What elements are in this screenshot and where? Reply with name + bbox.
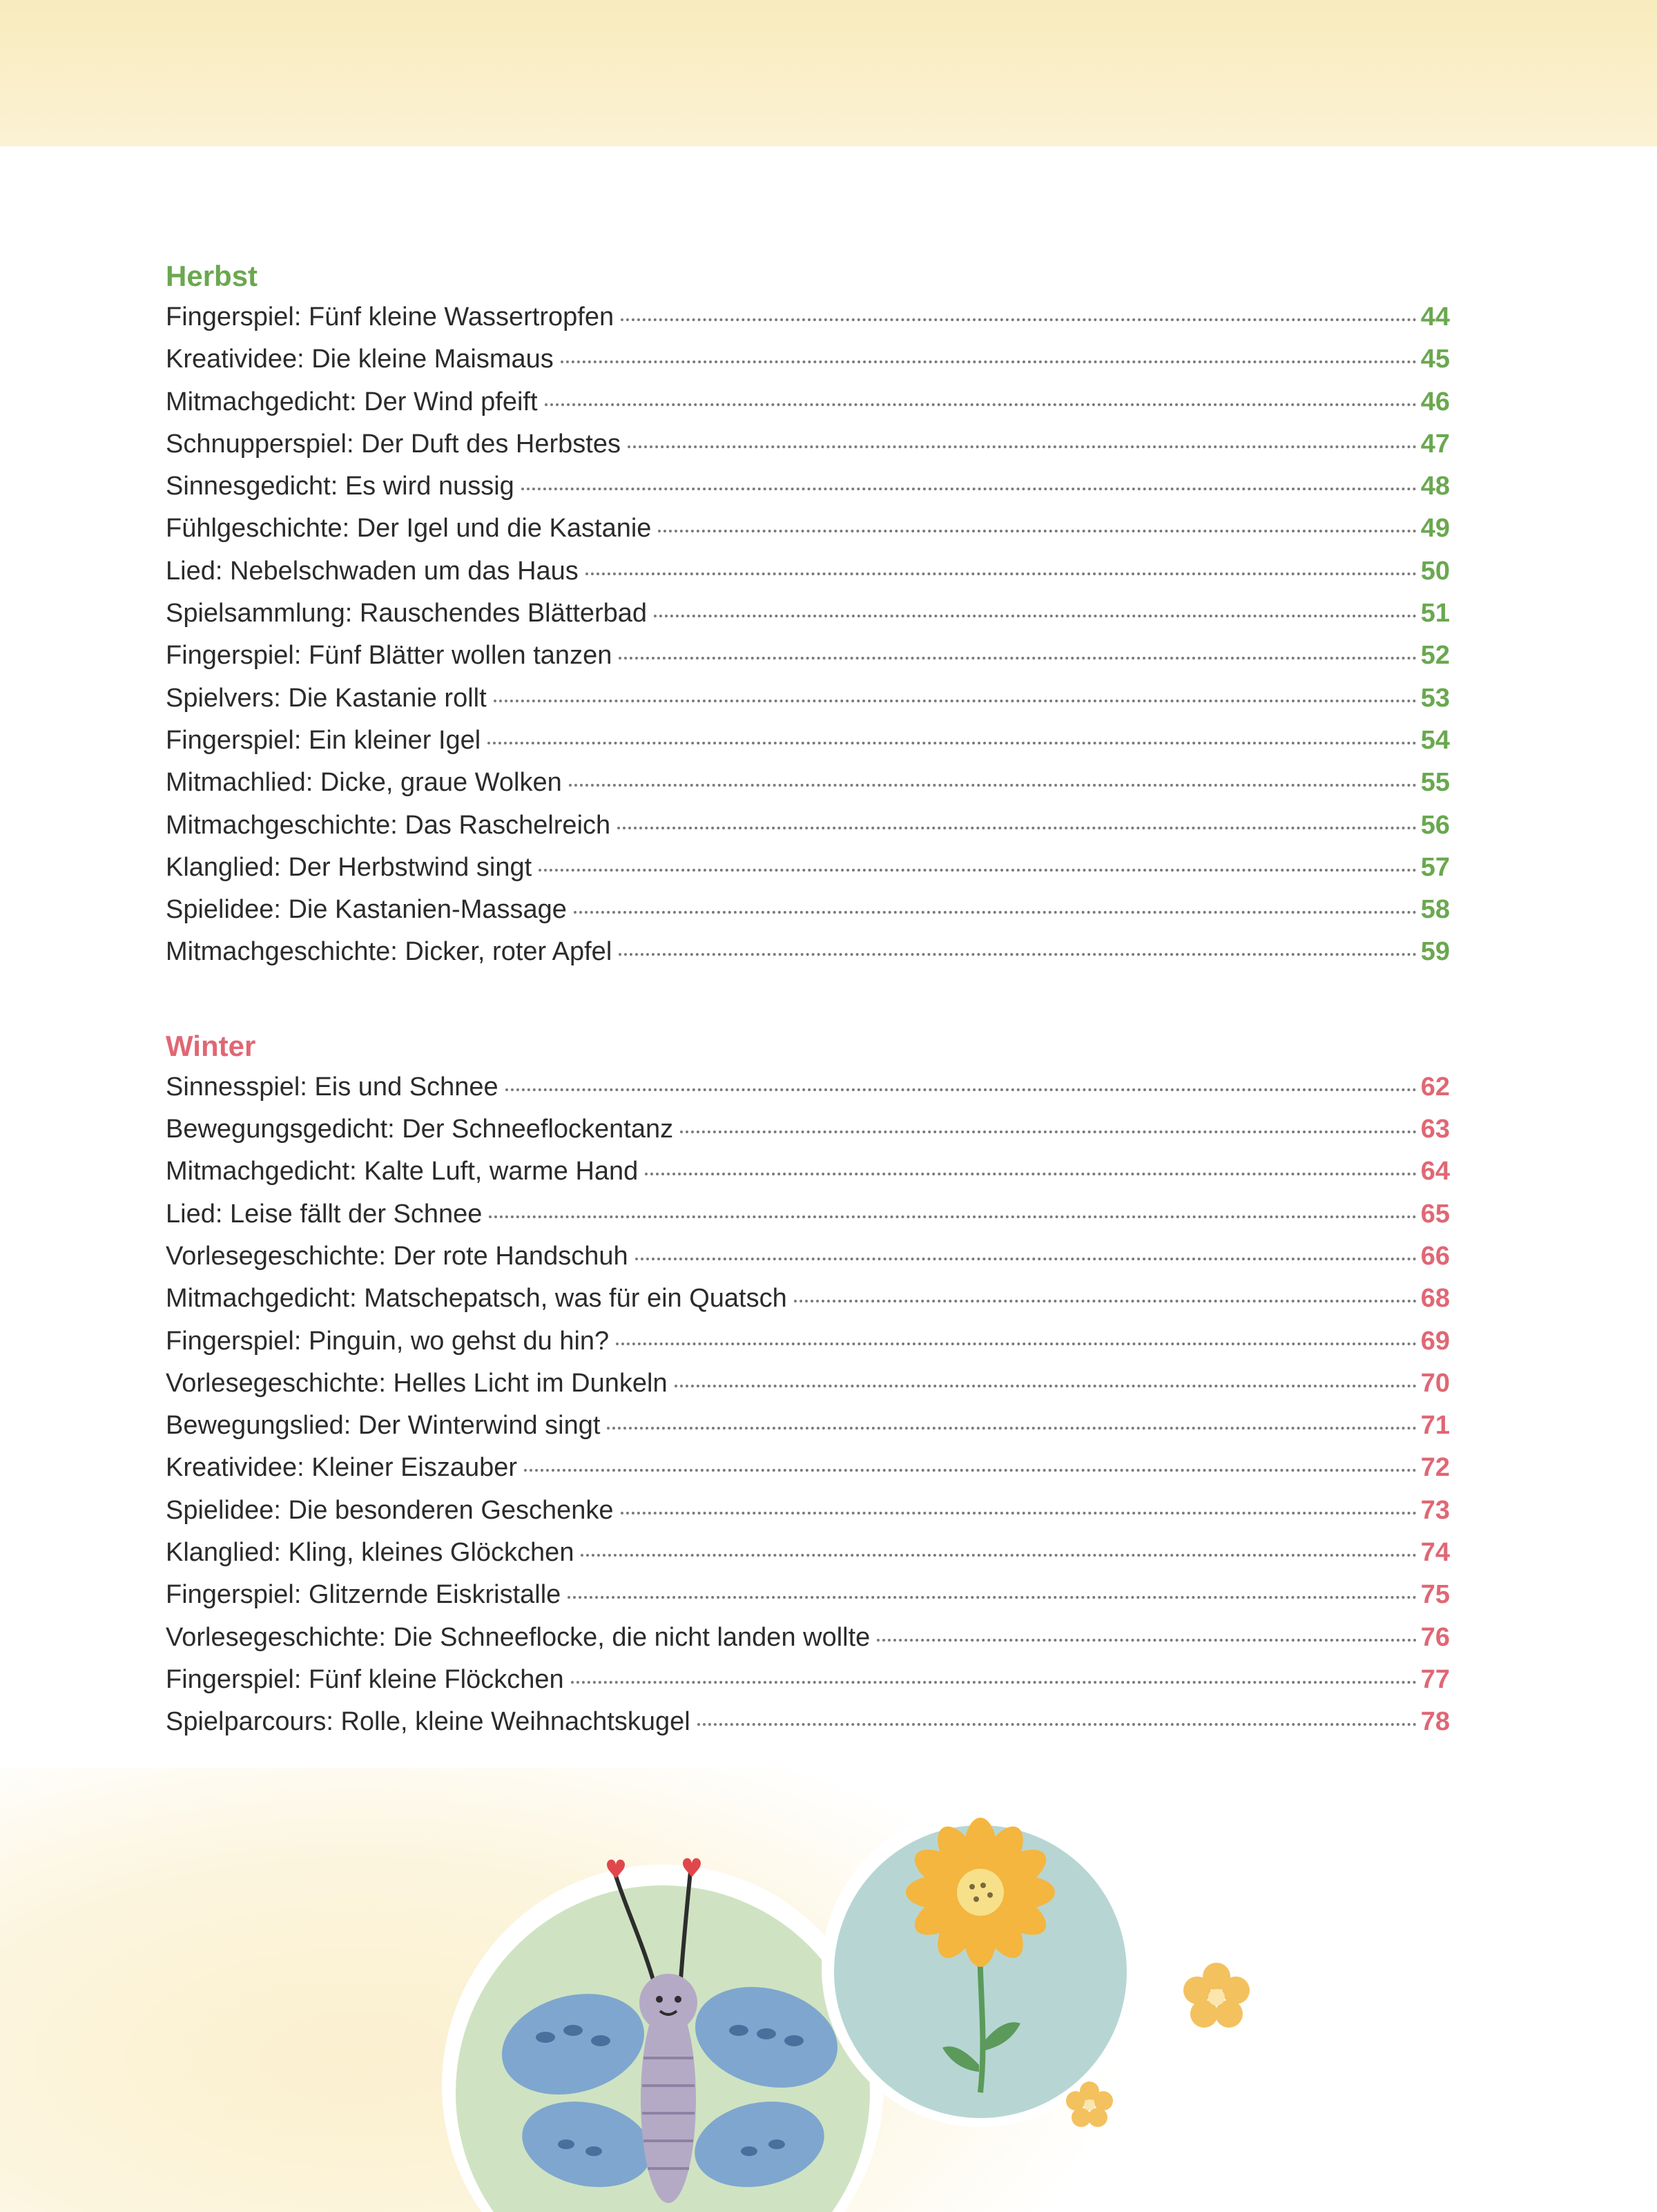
toc-page-number: 77 <box>1420 1664 1450 1694</box>
toc-entry[interactable] <box>166 1073 1450 1115</box>
toc-entry-title: Vorlesegeschichte: Der rote Handschuh <box>166 1241 628 1271</box>
toc-entry-title: Kreatividee: Kleiner Eiszauber <box>166 1453 518 1483</box>
section-title-herbst: Herbst <box>166 260 258 292</box>
toc-dot-leader <box>697 1723 1417 1726</box>
toc-entry-title: Sinnesgedicht: Es wird nussig <box>166 472 514 501</box>
toc-page-number: 55 <box>1420 768 1450 798</box>
toc-entry-title: Spielidee: Die besonderen Geschenke <box>166 1495 614 1525</box>
toc-dot-leader <box>561 360 1417 363</box>
toc-page-number: 59 <box>1420 937 1450 967</box>
toc-entry[interactable] <box>166 599 1450 641</box>
toc-entry[interactable] <box>166 1242 1450 1284</box>
toc-entry[interactable] <box>166 302 1450 345</box>
toc-entry-title: Vorlesegeschichte: Die Schneeflocke, die nicht landen wollte <box>166 1622 871 1652</box>
toc-dot-leader <box>569 784 1417 787</box>
toc-entry-title: Fingerspiel: Fünf kleine Flöckchen <box>166 1664 564 1694</box>
toc-page-number: 57 <box>1420 852 1450 882</box>
toc-entry-title: Spielparcours: Rolle, kleine Weihnachtskugel <box>166 1707 690 1737</box>
toc-entry[interactable] <box>166 1623 1450 1665</box>
toc-page-number: 58 <box>1420 895 1450 925</box>
toc-page-number: 74 <box>1420 1538 1450 1568</box>
toc-page-number: 51 <box>1420 599 1450 628</box>
toc-entry[interactable] <box>166 1665 1450 1707</box>
toc-entry-title: Spielsammlung: Rauschendes Blätterbad <box>166 599 648 628</box>
toc-dot-leader <box>628 445 1417 448</box>
toc-page-number: 78 <box>1420 1707 1450 1737</box>
toc-entry-title: Bewegungslied: Der Winterwind singt <box>166 1411 601 1441</box>
toc-entry-title: Mitmachgedicht: Kalte Luft, warme Hand <box>166 1157 639 1186</box>
toc-entry-title: Mitmachgeschichte: Dicker, roter Apfel <box>166 937 612 967</box>
toc-page-number: 70 <box>1420 1368 1450 1398</box>
toc-entry[interactable] <box>166 1115 1450 1157</box>
toc-page-number: 68 <box>1420 1284 1450 1314</box>
top-decorative-band <box>0 0 1657 146</box>
toc-entry-title: Mitmachlied: Dicke, graue Wolken <box>166 768 562 798</box>
toc-page-number: 48 <box>1420 472 1450 501</box>
toc-page-number: 76 <box>1420 1622 1450 1652</box>
section-winter <box>166 1026 1450 1750</box>
toc-entry-title: Mitmachgedicht: Der Wind pfeift <box>166 387 538 416</box>
toc-entry[interactable] <box>166 1327 1450 1369</box>
toc-entry-title: Fühlgeschichte: Der Igel und die Kastanie <box>166 514 652 544</box>
toc-dot-leader <box>635 1258 1417 1260</box>
toc-dot-leader <box>545 403 1417 406</box>
toc-entry[interactable] <box>166 726 1450 768</box>
toc-entry[interactable] <box>166 1538 1450 1580</box>
toc-dot-leader <box>621 1512 1417 1514</box>
toc-dot-leader <box>621 318 1417 321</box>
toc-page-number: 53 <box>1420 683 1450 713</box>
toc-page-number: 46 <box>1420 387 1450 416</box>
toc-dot-leader <box>581 1554 1416 1557</box>
toc-page-number: 49 <box>1420 514 1450 544</box>
entries-herbst <box>166 302 1450 980</box>
toc-entry[interactable] <box>166 557 1450 599</box>
toc-page-number: 72 <box>1420 1453 1450 1483</box>
toc-page-number: 64 <box>1420 1157 1450 1186</box>
toc-dot-leader <box>489 1215 1416 1218</box>
toc-dot-leader <box>524 1469 1417 1472</box>
toc-page-number: 62 <box>1420 1072 1450 1102</box>
toc-entry-title: Spielvers: Die Kastanie rollt <box>166 683 487 713</box>
toc-entry[interactable] <box>166 1369 1450 1411</box>
toc-entry[interactable] <box>166 1496 1450 1538</box>
toc-dot-leader <box>619 657 1416 660</box>
toc-dot-leader <box>616 1343 1417 1345</box>
toc-dot-leader <box>505 1088 1417 1091</box>
toc-dot-leader <box>680 1131 1417 1133</box>
toc-dot-leader <box>654 615 1417 617</box>
top-band-edge <box>0 138 1657 153</box>
table-of-contents <box>166 256 1450 1750</box>
toc-entry-title: Fingerspiel: Glitzernde Eiskristalle <box>166 1580 561 1610</box>
toc-dot-leader <box>675 1385 1417 1387</box>
section-title-winter: Winter <box>166 1029 256 1062</box>
toc-entry[interactable] <box>166 1284 1450 1326</box>
toc-page-number: 73 <box>1420 1495 1450 1525</box>
toc-dot-leader <box>877 1639 1416 1642</box>
toc-dot-leader <box>645 1173 1416 1175</box>
toc-dot-leader <box>607 1427 1416 1430</box>
toc-dot-leader <box>585 573 1417 575</box>
toc-dot-leader <box>568 1596 1416 1599</box>
toc-entry[interactable] <box>166 1200 1450 1242</box>
toc-entry[interactable] <box>166 387 1450 430</box>
toc-entry-title: Sinnesspiel: Eis und Schnee <box>166 1072 498 1102</box>
toc-entry[interactable] <box>166 472 1450 514</box>
toc-entry[interactable] <box>166 853 1450 895</box>
toc-dot-leader <box>571 1681 1417 1684</box>
toc-entry[interactable] <box>166 641 1450 683</box>
toc-entry[interactable] <box>166 1453 1450 1495</box>
section-herbst <box>166 256 1450 980</box>
toc-entry[interactable] <box>166 768 1450 810</box>
toc-page-number: 44 <box>1420 302 1450 331</box>
toc-dot-leader <box>617 827 1417 829</box>
small-blossom-icon <box>1183 1963 1250 2028</box>
entries-winter <box>166 1073 1450 1750</box>
toc-page-number: 65 <box>1420 1199 1450 1229</box>
toc-entry-title: Bewegungsgedicht: Der Schneeflockentanz <box>166 1115 674 1144</box>
toc-entry-title: Fingerspiel: Fünf kleine Wassertropfen <box>166 302 614 331</box>
toc-page-number: 71 <box>1420 1411 1450 1441</box>
toc-dot-leader <box>487 742 1416 744</box>
toc-dot-leader <box>794 1300 1417 1302</box>
toc-entry[interactable] <box>166 895 1450 937</box>
toc-entry[interactable] <box>166 1707 1450 1749</box>
toc-page-number: 66 <box>1420 1241 1450 1271</box>
toc-entry[interactable] <box>166 1157 1450 1199</box>
toc-dot-leader <box>574 911 1417 914</box>
toc-entry-title: Fingerspiel: Ein kleiner Igel <box>166 725 481 755</box>
toc-entry-title: Fingerspiel: Fünf Blätter wollen tanzen <box>166 641 612 671</box>
toc-page-number: 47 <box>1420 429 1450 459</box>
toc-entry-title: Lied: Nebelschwaden um das Haus <box>166 556 579 586</box>
toc-entry-title: Vorlesegeschichte: Helles Licht im Dunkeln <box>166 1368 668 1398</box>
toc-entry-title: Fingerspiel: Pinguin, wo gehst du hin? <box>166 1326 610 1356</box>
toc-entry[interactable] <box>166 937 1450 979</box>
toc-dot-leader <box>619 953 1416 956</box>
toc-entry[interactable] <box>166 514 1450 556</box>
toc-entry[interactable] <box>166 684 1450 726</box>
toc-entry[interactable] <box>166 1411 1450 1453</box>
toc-entry-title: Lied: Leise fällt der Schnee <box>166 1199 483 1229</box>
toc-entry-title: Spielidee: Die Kastanien-Massage <box>166 895 567 925</box>
toc-entry-title: Mitmachgeschichte: Das Raschelreich <box>166 810 611 840</box>
toc-entry[interactable] <box>166 1580 1450 1622</box>
toc-entry-title: Klanglied: Kling, kleines Glöckchen <box>166 1538 574 1568</box>
toc-entry-title: Klanglied: Der Herbstwind singt <box>166 852 532 882</box>
toc-dot-leader <box>539 869 1417 872</box>
toc-entry-title: Mitmachgedicht: Matschepatsch, was für ein Quatsch <box>166 1284 787 1314</box>
toc-dot-leader <box>521 488 1417 490</box>
toc-page-number: 63 <box>1420 1115 1450 1144</box>
toc-page-number: 50 <box>1420 556 1450 586</box>
toc-page-number: 75 <box>1420 1580 1450 1610</box>
toc-entry-title: Kreatividee: Die kleine Maismaus <box>166 345 554 374</box>
toc-page-number: 54 <box>1420 725 1450 755</box>
toc-page-number: 52 <box>1420 641 1450 671</box>
bottom-illustration <box>0 1768 1657 2212</box>
toc-page-number: 45 <box>1420 345 1450 374</box>
toc-page-number: 69 <box>1420 1326 1450 1356</box>
toc-entry-title: Schnupperspiel: Der Duft des Herbstes <box>166 429 621 459</box>
toc-entry[interactable] <box>166 345 1450 387</box>
toc-entry[interactable] <box>166 811 1450 853</box>
toc-dot-leader <box>494 700 1417 702</box>
toc-entry[interactable] <box>166 430 1450 472</box>
toc-dot-leader <box>658 530 1416 532</box>
toc-page-number: 56 <box>1420 810 1450 840</box>
